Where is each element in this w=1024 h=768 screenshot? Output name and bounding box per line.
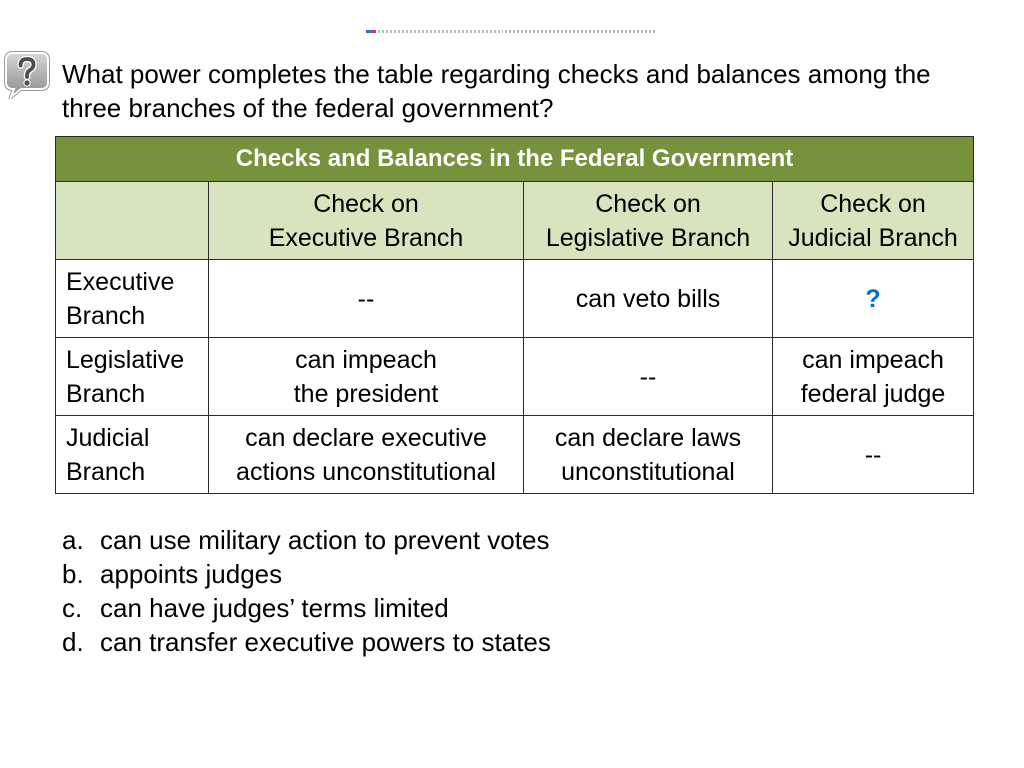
column-header-executive <box>209 182 524 260</box>
choice-letter: c. <box>62 593 83 623</box>
choice-c <box>62 591 551 625</box>
choice-d <box>62 625 551 659</box>
column-header-line: Executive Branch <box>268 223 464 252</box>
question-bubble-icon <box>4 51 50 99</box>
choice-text: appoints judges <box>100 559 283 589</box>
column-header-line: Legislative Branch <box>545 223 751 252</box>
unknown-power-marker: ? <box>865 284 881 313</box>
decoration-segment <box>366 30 376 33</box>
column-header-judicial <box>773 182 974 260</box>
table-title-row <box>56 137 974 182</box>
question-text: What power completes the table regarding checks and balances among the three branches of the federal government? <box>62 59 931 123</box>
choice-letter: a. <box>62 525 84 555</box>
column-header-row <box>56 182 974 260</box>
cell-judicial-on-legislative <box>524 416 773 494</box>
cell-legislative-on-legislative <box>524 338 773 416</box>
cell-line: can impeach <box>802 345 944 374</box>
column-header-line: Check on <box>820 189 926 218</box>
column-header-line: Check on <box>595 189 701 218</box>
row-label-line: Branch <box>66 301 146 330</box>
row-label-judicial <box>56 416 209 494</box>
cell-executive-on-executive <box>209 260 524 338</box>
cell-line: -- <box>864 440 882 469</box>
cell-legislative-on-executive <box>209 338 524 416</box>
table-row-judicial <box>56 416 974 494</box>
choice-b <box>62 557 551 591</box>
choice-text: can have judges’ terms limited <box>100 593 449 623</box>
cell-executive-on-judicial <box>773 260 974 338</box>
choice-text: can transfer executive powers to states <box>100 627 551 657</box>
cell-legislative-on-judicial <box>773 338 974 416</box>
column-header-empty <box>56 182 209 260</box>
cell-line: can veto bills <box>575 284 721 313</box>
cell-judicial-on-executive <box>209 416 524 494</box>
title-placeholder-decoration <box>366 29 655 34</box>
decoration-segment <box>378 30 503 33</box>
decoration-segment <box>505 30 655 33</box>
cell-line: can declare laws <box>554 423 742 452</box>
choice-text: can use military action to prevent votes <box>100 525 550 555</box>
answer-choices <box>62 523 551 659</box>
choice-letter: b. <box>62 559 84 589</box>
cell-line: the president <box>293 379 439 408</box>
choice-letter: d. <box>62 627 84 657</box>
row-label-line: Judicial <box>66 423 150 452</box>
row-label-line: Executive <box>66 267 175 296</box>
cell-line: -- <box>639 362 657 391</box>
table-row-legislative <box>56 338 974 416</box>
column-header-line: Check on <box>313 189 419 218</box>
cell-line: actions unconstitutional <box>236 457 496 486</box>
cell-judicial-on-judicial <box>773 416 974 494</box>
choice-a <box>62 523 551 557</box>
row-label-executive <box>56 260 209 338</box>
row-label-line: Branch <box>66 457 146 486</box>
cell-line: unconstitutional <box>561 457 735 486</box>
column-header-line: Judicial Branch <box>788 223 958 252</box>
row-label-line: Branch <box>66 379 146 408</box>
row-label-legislative <box>56 338 209 416</box>
table-title: Checks and Balances in the Federal Government <box>56 137 974 182</box>
column-header-legislative <box>524 182 773 260</box>
cell-line: federal judge <box>800 379 946 408</box>
cell-line: -- <box>357 284 375 313</box>
row-label-line: Legislative <box>66 345 185 374</box>
cell-line: can impeach <box>295 345 437 374</box>
cell-executive-on-legislative <box>524 260 773 338</box>
checks-balances-table <box>55 136 974 494</box>
cell-line: can declare executive <box>245 423 487 452</box>
table-row-executive <box>56 260 974 338</box>
